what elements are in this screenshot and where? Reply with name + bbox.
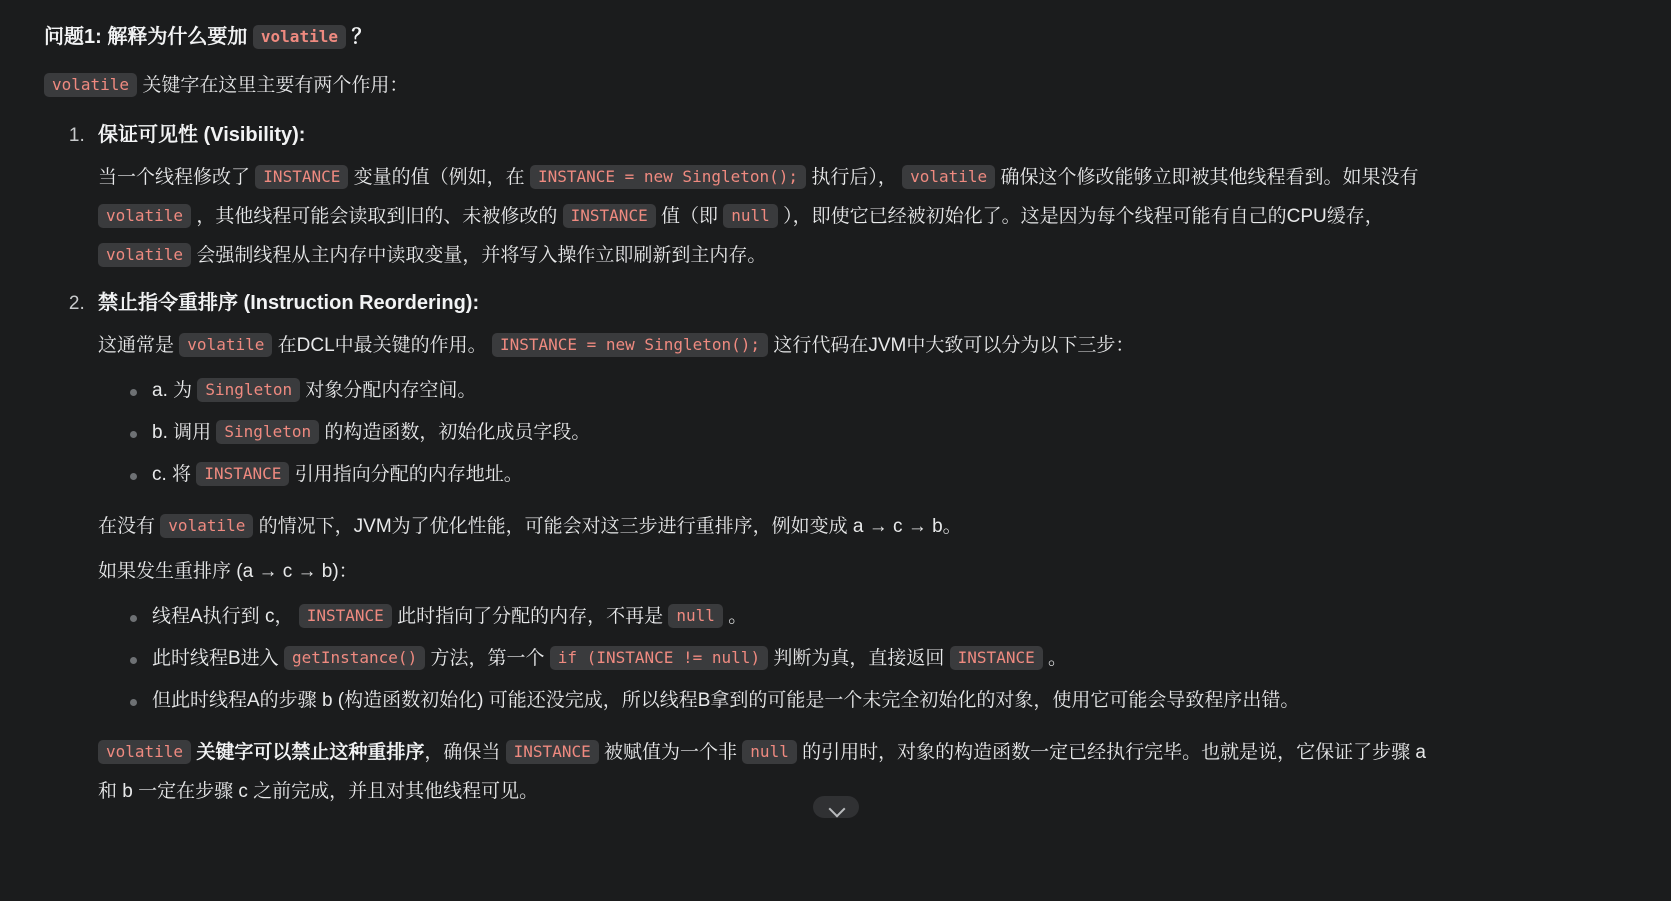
list-item — [124, 682, 1444, 720]
text-fragment: ），即使它已经被初始化了。这是因为每个线程可能有自己的CPU缓存， — [783, 206, 1384, 228]
list-item — [124, 598, 1444, 636]
reordering-conclusion — [98, 734, 1444, 812]
inline-code-instance: INSTANCE — [563, 204, 656, 228]
question-title-suffix: ？ — [351, 26, 372, 48]
text-fragment: 这行代码在JVM中大致可以分为以下三步： — [773, 334, 1135, 356]
text-fragment: 当一个线程修改了 — [98, 167, 251, 189]
inline-code-null: null — [668, 604, 723, 628]
text-fragment: 引用指向分配的内存地址。 — [294, 463, 523, 485]
list-item — [124, 372, 1444, 410]
text-fragment: 值（即 — [660, 206, 718, 228]
inline-code-volatile: volatile — [44, 73, 137, 97]
text-fragment: 对象分配内存空间。 — [305, 379, 477, 401]
reasons-list — [44, 118, 1444, 812]
text-fragment: 判断为真，直接返回 — [773, 647, 945, 669]
question-title-prefix: 问题1: 解释为什么要加 — [44, 26, 248, 48]
list-item — [124, 414, 1444, 452]
text-fragment: 。 — [1048, 647, 1068, 669]
scroll-to-bottom-button[interactable] — [813, 796, 859, 818]
text-fragment: 执行后）， — [811, 167, 897, 189]
consequences-list — [98, 598, 1444, 720]
list-item — [124, 640, 1444, 678]
inline-code-instance: INSTANCE — [950, 646, 1043, 670]
inline-code-instance: INSTANCE — [506, 740, 599, 764]
text-fragment: 这通常是 — [98, 334, 175, 356]
inline-code-volatile: volatile — [98, 204, 191, 228]
inline-code-volatile: volatile — [253, 25, 346, 49]
inline-code-volatile: volatile — [179, 333, 272, 357]
text-fragment: b. 调用 — [152, 421, 212, 443]
answer-content — [44, 20, 1444, 812]
text-fragment: 的情况下，JVM为了优化性能，可能会对这三步进行重排序，例如变成 a → c → b。 — [258, 515, 962, 537]
inline-code-singleton: Singleton — [216, 420, 319, 444]
list-item-visibility — [90, 118, 1444, 276]
inline-code-assignment: INSTANCE = new Singleton(); — [530, 165, 806, 189]
reorder-case-line: 如果发生重排序 (a → c → b)： — [98, 560, 358, 582]
text-fragment: 但此时线程A的步骤 b (构造函数初始化) 可能还没完成，所以线程B拿到的可能是一个未完全初始化的对象，使用它可能会导致程序出错。 — [152, 689, 1300, 711]
inline-code-volatile: volatile — [98, 740, 191, 764]
inline-code-null: null — [723, 204, 778, 228]
reordering-heading: 2. 禁止指令重排序 (Instruction Reordering): — [98, 291, 480, 314]
steps-list — [98, 372, 1444, 494]
inline-code-null-check: if (INSTANCE != null) — [550, 646, 768, 670]
text-fragment: 会强制线程从主内存中读取变量，并将写入操作立即刷新到主内存。 — [196, 244, 767, 266]
reordering-intro — [98, 327, 1444, 366]
visibility-body — [98, 159, 1444, 276]
text-fragment: ，确保当 — [424, 741, 501, 763]
inline-code-volatile: volatile — [98, 243, 191, 267]
text-fragment: 方法，第一个 — [430, 647, 545, 669]
text-fragment: 被赋值为一个非 — [604, 741, 738, 763]
reorder-explanation — [98, 508, 1444, 547]
text-fragment: 此时线程B进入 — [152, 647, 279, 669]
text-fragment: c. 将 — [152, 463, 192, 485]
inline-code-null: null — [742, 740, 797, 764]
text-fragment: 确保这个修改能够立即被其他线程看到。如果没有 — [1000, 167, 1419, 189]
visibility-heading: 1. 保证可见性 (Visibility): — [98, 124, 306, 147]
text-fragment: 的构造函数，初始化成员字段。 — [324, 421, 591, 443]
inline-code-instance: INSTANCE — [196, 462, 289, 486]
inline-code-volatile: volatile — [160, 514, 253, 538]
conclusion-emphasis: 关键字可以禁止这种重排序 — [196, 741, 425, 763]
list-item-reordering — [90, 286, 1444, 812]
text-fragment: 在DCL中最关键的作用。 — [277, 334, 487, 356]
inline-code-assignment: INSTANCE = new Singleton(); — [492, 333, 768, 357]
inline-code-volatile: volatile — [902, 165, 995, 189]
lead-text: 关键字在这里主要有两个作用： — [142, 75, 409, 96]
text-fragment: 的引用时，对象的构造函数一定已经执行完毕。也就是说，它保证了步骤 a 和 b 一定在步骤 c 之前完成，并且对其他线程可见。 — [98, 741, 1426, 802]
inline-code-instance: INSTANCE — [299, 604, 392, 628]
lead-paragraph — [44, 68, 1444, 104]
text-fragment: 在没有 — [98, 515, 156, 537]
question-title — [44, 20, 1444, 54]
inline-code-singleton: Singleton — [197, 378, 300, 402]
inline-code-getinstance: getInstance() — [284, 646, 425, 670]
text-fragment: ，其他线程可能会读取到旧的、未被修改的 — [196, 206, 558, 228]
text-fragment: 线程A执行到 c， — [152, 605, 294, 627]
list-item — [124, 456, 1444, 494]
text-fragment: a. 为 — [152, 379, 193, 401]
inline-code-instance: INSTANCE — [255, 165, 348, 189]
text-fragment: 此时指向了分配的内存，不再是 — [397, 605, 664, 627]
text-fragment: 。 — [728, 605, 748, 627]
text-fragment: 变量的值（例如，在 — [353, 167, 525, 189]
